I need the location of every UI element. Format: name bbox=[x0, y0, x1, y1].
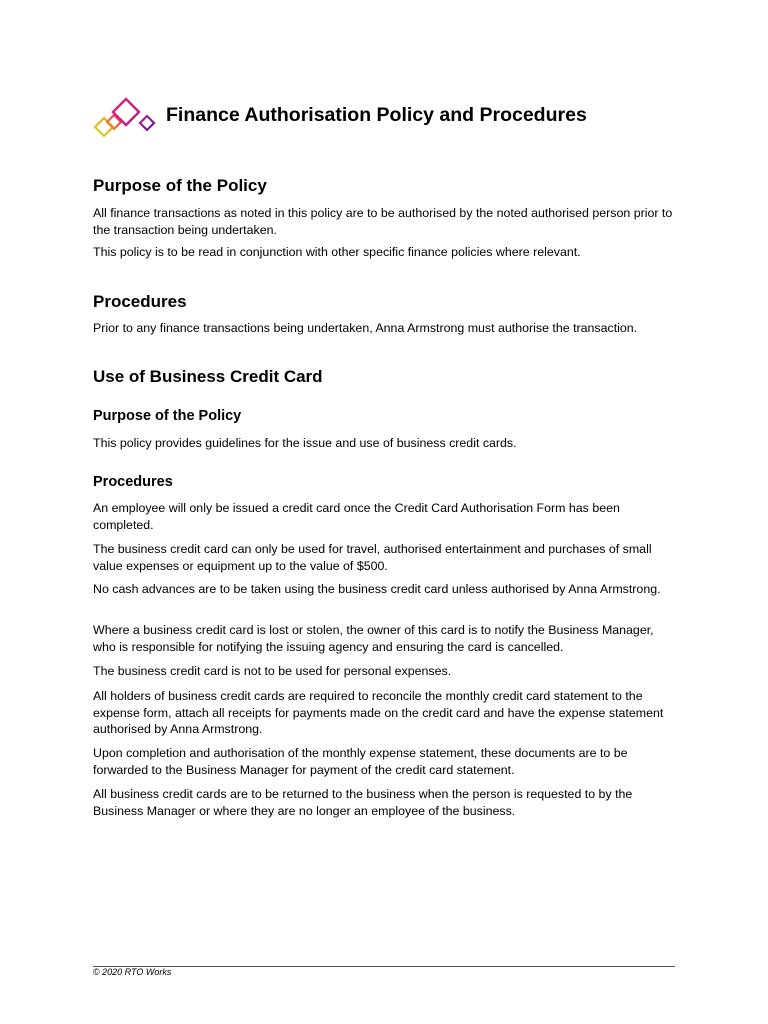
cc-procedure-paragraph: The business credit card can only be used for travel, authorised entertainment and purchases of small value expenses or equipment up to the value of $500. bbox=[93, 542, 652, 573]
purpose-paragraph-1: All finance transactions as noted in this policy are to be authorised by the noted authorised person prior to the transaction being undertaken. bbox=[93, 206, 673, 237]
cc-purpose-heading: Purpose of the Policy bbox=[93, 408, 242, 424]
document-page bbox=[93, 0, 678, 1024]
cc-procedure-paragraph: An employee will only be issued a credit card once the Credit Card Authorisation Form has been completed. bbox=[93, 501, 620, 532]
cc-procedure-paragraph: Where a business credit card is lost or stolen, the owner of this card is to notify the Business Manager, who is responsible for notifying the issuing agency and ensuring the card is cancelled. bbox=[93, 623, 654, 654]
cc-procedure-paragraph: All business credit cards are to be returned to the business when the person is requested to by the Business Manager or where they are no longer an employee of the business. bbox=[93, 787, 633, 818]
cc-procedure-paragraph: Upon completion and authorisation of the monthly expense statement, these documents are to be forwarded to the Business Manager for payment of the credit card statement. bbox=[93, 746, 628, 777]
credit-card-heading: Use of Business Credit Card bbox=[93, 367, 323, 386]
document-title: Finance Authorisation Policy and Procedures bbox=[166, 104, 587, 126]
purpose-paragraph-2: This policy is to be read in conjunction with other specific finance policies where relevant. bbox=[93, 245, 581, 259]
footer-divider bbox=[93, 966, 675, 967]
cc-purpose-paragraph: This policy provides guidelines for the issue and use of business credit cards. bbox=[93, 436, 517, 450]
procedures-paragraph-1: Prior to any finance transactions being undertaken, Anna Armstrong must authorise the transaction. bbox=[93, 321, 638, 335]
purpose-heading: Purpose of the Policy bbox=[93, 176, 267, 195]
procedures-heading: Procedures bbox=[93, 292, 187, 311]
cc-procedure-paragraph: All holders of business credit cards are required to reconcile the monthly credit card statement to the expense form, attach all receipts for payments made on the credit card and have the expense statement authorised by Anna Armstrong. bbox=[93, 689, 664, 736]
title-row bbox=[93, 94, 678, 138]
footer-copyright: © 2020 RTO Works bbox=[93, 967, 172, 977]
rto-works-logo-icon bbox=[93, 94, 157, 138]
cc-procedure-paragraph: No cash advances are to be taken using the business credit card unless authorised by Anna Armstrong. bbox=[93, 582, 661, 596]
cc-procedures-heading: Procedures bbox=[93, 474, 173, 490]
cc-procedure-paragraph: The business credit card is not to be used for personal expenses. bbox=[93, 664, 452, 678]
